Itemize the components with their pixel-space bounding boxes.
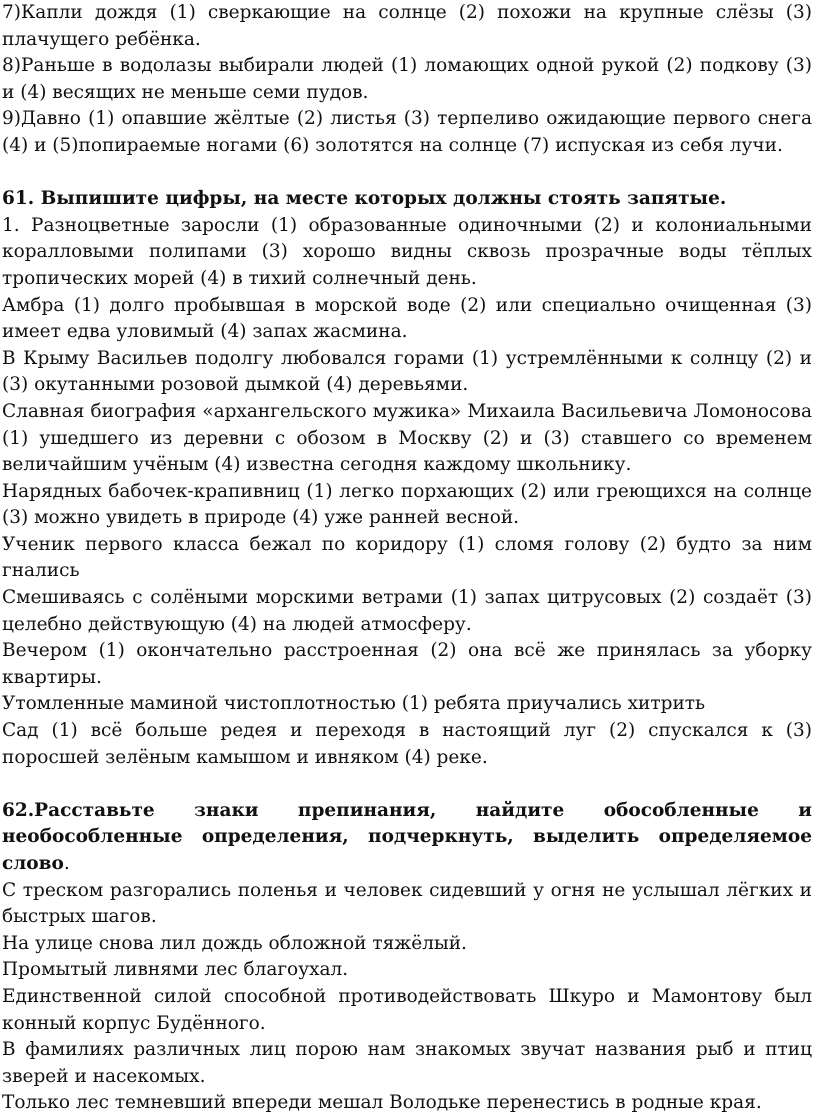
sentence-8: 8)Раньше в водолазы выбирали людей (1) ломающих одной рукой (2) подкову (3) и (4) весящих не меньше семи пудов. [2,55,812,103]
task-61-sentence: Вечером (1) окончательно расстроенная (2) она всё же принялась за уборку квартиры. [2,640,812,688]
task-62-heading-text: 62.Расставьте знаки препинания, найдите обособленные и необособленные определения, подчеркнуть, выделить определяемое слово [2,799,812,874]
task-61-sentence: Амбра (1) долго пробывшая в морской воде (2) или специально очищенная (3) имеет едва уловимый (4) запах жасмина. [2,294,812,343]
task-62-sentence: С треском разгорались поленья и человек сидевший у огня не услышал лёгких и быстрых шагов. [2,879,812,928]
task-62-sentence: Единственной силой способной противодействовать Шкуро и Мамонтову был конный корпус Будённого. [2,985,812,1034]
task-61-sentence: Сад (1) всё больше редея и переходя в настоящий луг (2) спускался к (3) поросшей зелёным камышом и ивняком (4) реке. [2,720,812,768]
task-61 [2,186,812,771]
spacer [2,160,812,187]
task-61-sentence: Нарядных бабочек-крапивниц (1) легко порхающих (2) или греющихся на солнце (3) можно увидеть в природе (4) уже ранней весной. [2,480,812,529]
task-62-sentence: В фамилиях различных лиц порою нам знакомых звучат названия рыб и птиц зверей и насекомых. [2,1039,812,1087]
spacer [2,771,812,798]
sentence-7: 7)Капли дождя (1) сверкающие на солнце (2) похожи на крупные слёзы (3) плачущего ребёнка. [2,2,812,50]
task-62-sentence: Только лес темневший впереди мешал Володьке перенестись в родные края. [2,1092,762,1114]
task-61-sentence: 1. Разноцветные заросли (1) образованные одиночными (2) и колониальными коралловыми полипами (3) хорошо видны сквозь прозрачные воды тёплых тропических морей (4) в тихий солнечный день. [2,214,812,289]
sentence-9: 9)Давно (1) опавшие жёлтые (2) листья (3) терпеливо ожидающие первого снега (4) и (5)попираемые ногами (6) золотятся на солнце (7) испуская из себя лучи. [2,108,812,156]
task-61-sentence: Смешиваясь с солёными морскими ветрами (1) запах цитрусовых (2) создаёт (3) целебно действующую (4) на людей атмосферу. [2,587,812,635]
task-61-sentence: Ученик первого класса бежал по коридору (1) сломя голову (2) будто за ним гнались [2,533,812,582]
task-61-sentence: Утомленные маминой чистоплотностью (1) ребята приучались хитрить [2,693,706,715]
task-62-sentence: На улице снова лил дождь обложной тяжёлый. [2,932,467,954]
examples-block [2,0,812,160]
task-62-sentence: Промытый ливнями лес благоухал. [2,959,349,981]
task-62 [2,798,812,1117]
task-62-heading-period: . [63,853,70,874]
task-61-heading: 61. Выпишите цифры, на месте которых должны стоять запятые. [2,188,727,210]
task-61-sentence: Славная биография «архангельского мужика» Михаила Васильевича Ломоносова (1) ушедшего из деревни с обозом в Москву (2) и (3) ставшего со временем величайшим учёным (4) известна сегодня каждому школьнику. [2,400,812,476]
task-61-sentence: В Крыму Васильев подолгу любовался горами (1) устремлёнными к солнцу (2) и (3) окутанными розовой дымкой (4) деревьями. [2,347,812,396]
task-62-heading [2,798,812,878]
